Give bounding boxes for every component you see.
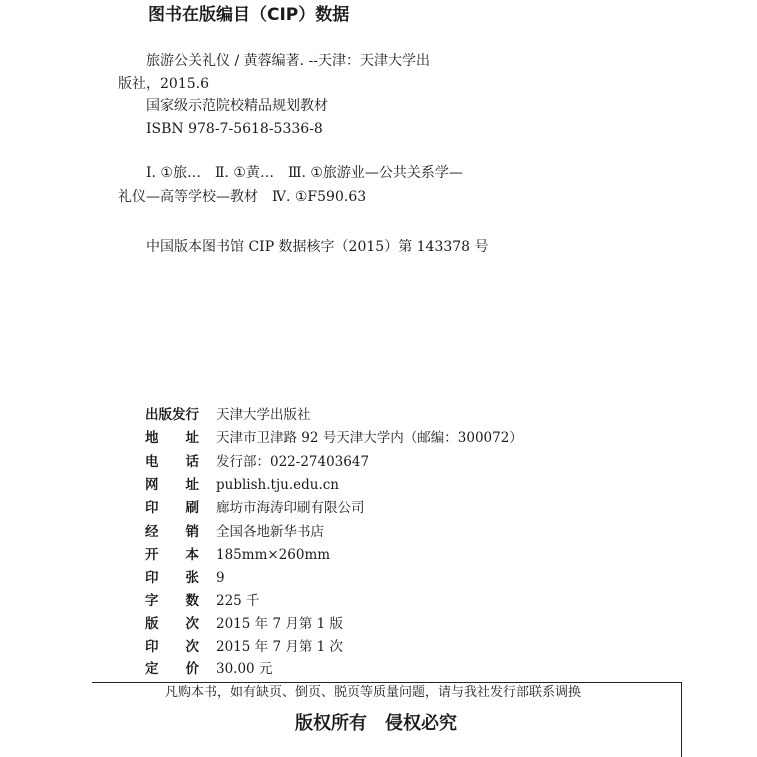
- divider-right: [681, 682, 682, 757]
- divider-top: [92, 682, 682, 683]
- pub-label: 网 址: [145, 477, 199, 493]
- cip-entry-line-2: 版社，2015.6: [118, 76, 209, 92]
- pub-value: 9: [216, 570, 225, 586]
- pub-value: 225 千: [216, 593, 260, 609]
- quality-notice: 凡购本书，如有缺页、倒页、脱页等质量问题，请与我社发行部联系调换: [165, 685, 582, 700]
- pub-label: 字 数: [145, 593, 199, 609]
- pub-value: 全国各地新华书店: [216, 524, 324, 540]
- cip-subjects-line-1: Ⅰ. ①旅… Ⅱ. ①黄… Ⅲ. ①旅游业—公共关系学—: [146, 165, 463, 181]
- pub-label: 定 价: [145, 661, 199, 677]
- cip-entry-line-1: 旅游公关礼仪 / 黄蓉编著. --天津：天津大学出: [146, 53, 430, 69]
- pub-value: publish.tju.edu.cn: [216, 477, 339, 493]
- pub-label: 印 次: [145, 639, 199, 655]
- cip-number: 中国版本图书馆 CIP 数据核字（2015）第 143378 号: [146, 239, 489, 255]
- pub-value: 廊坊市海涛印刷有限公司: [216, 500, 365, 516]
- pub-value: 30.00 元: [216, 661, 273, 677]
- rights-statement: 版权所有 侵权必究: [295, 713, 457, 734]
- pub-value: 天津大学出版社: [216, 407, 311, 423]
- pub-value: 2015 年 7 月第 1 次: [216, 639, 343, 655]
- pub-label: 版 次: [145, 616, 199, 632]
- pub-value: 发行部：022-27403647: [216, 454, 370, 470]
- pub-value: 185mm×260mm: [216, 547, 331, 563]
- cip-subjects-line-2: 礼仪—高等学校—教材 Ⅳ. ①F590.63: [118, 189, 367, 205]
- pub-label: 印 刷: [145, 500, 199, 516]
- pub-label: 开 本: [145, 547, 199, 563]
- pub-label: 地 址: [145, 430, 199, 446]
- cip-series: 国家级示范院校精品规划教材: [146, 98, 328, 114]
- cip-isbn: ISBN 978-7-5618-5336-8: [146, 121, 323, 137]
- pub-label: 出版发行: [145, 407, 199, 423]
- pub-label: 经 销: [145, 524, 199, 540]
- pub-value: 2015 年 7 月第 1 版: [216, 616, 343, 632]
- pub-label: 印 张: [145, 570, 199, 586]
- pub-value: 天津市卫津路 92 号天津大学内（邮编：300072）: [216, 430, 523, 446]
- cip-title: 图书在版编目（CIP）数据: [148, 5, 350, 25]
- pub-label: 电 话: [145, 454, 199, 470]
